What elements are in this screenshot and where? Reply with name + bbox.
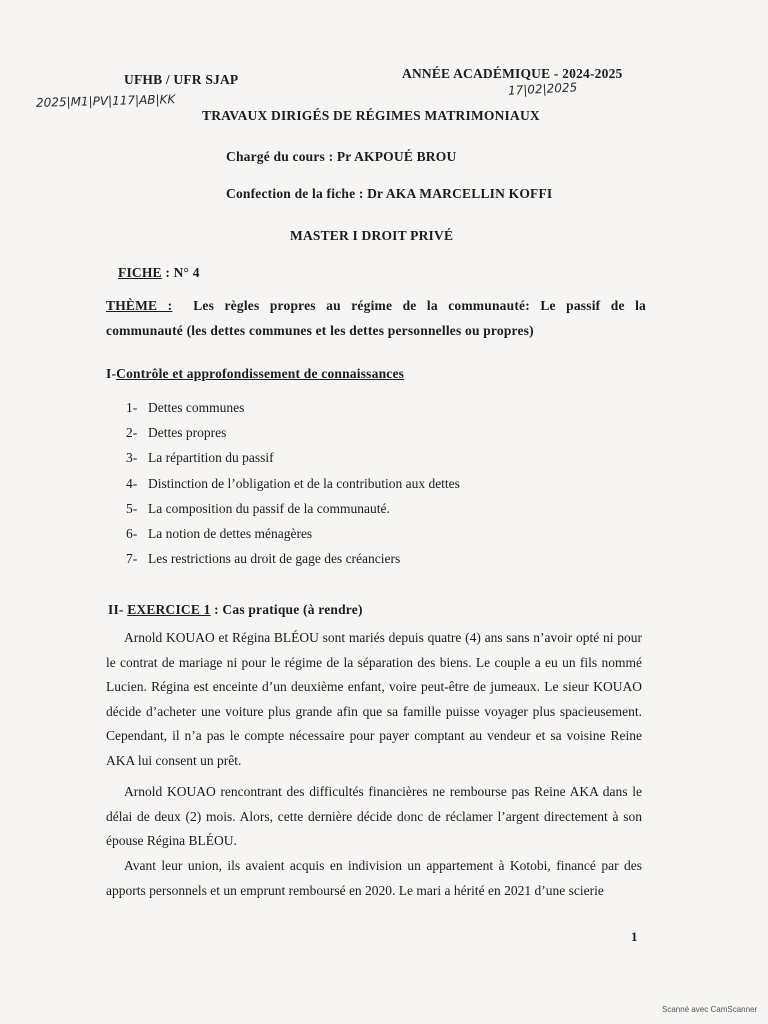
fiche-label: FICHE: [118, 265, 162, 280]
prepared-by: Confection de la fiche : Dr AKA MARCELLIN KOFFI: [226, 186, 553, 201]
list-item: [126, 475, 460, 500]
handwritten-date: 17|02|2025: [507, 80, 578, 98]
list-item-number: 5-: [126, 500, 138, 516]
list-item-number: 6-: [126, 525, 138, 541]
list-item-text: Distinction de l’obligation et de la contribution aux dettes: [148, 475, 460, 491]
section-2-title: EXERCICE 1: [127, 602, 211, 617]
list-item-text: La notion de dettes ménagères: [148, 525, 313, 541]
case-paragraph-3: Avant leur union, ils avaient acquis en indivision un appartement à Kotobi, financé par des apports personnels et un emprunt remboursé en 2020. Le mari a hérité en 2021 d’une scierie: [106, 858, 642, 898]
academic-year: ANNÉE ACADÉMIQUE - 2024-2025: [402, 66, 623, 81]
institution: UFHB / UFR SJAP: [124, 72, 239, 87]
page-number: 1: [631, 929, 638, 944]
list-item-text: Les restrictions au droit de gage des créanciers: [148, 551, 401, 567]
list-item-text: La composition du passif de la communauté.: [148, 500, 390, 516]
case-paragraph-1: Arnold KOUAO et Régina BLÉOU sont mariés depuis quatre (4) ans sans n’avoir opté ni pour le contrat de mariage ni pour le régime de la séparation des biens. Le couple a eu un fils nommé Lucien. Régina est enceinte d’un deuxième enfant, voire peut-être de jumeaux. Le sieur KOUAO décide d’acheter une voiture plus grande afin que sa famille puisse voyager plus spacieusement. Cependant, il n’a pas le compte nécessaire pour payer comptant au vendeur et sa voisine Reine AKA lui consent un prêt.: [106, 630, 642, 768]
knowledge-list: [126, 399, 460, 575]
scanner-watermark: Scanné avec CamScanner: [662, 1005, 758, 1014]
fiche-value: : N° 4: [161, 265, 200, 280]
list-item-number: 7-: [126, 551, 138, 567]
list-item: [126, 399, 460, 424]
document-title: TRAVAUX DIRIGÉS DE RÉGIMES MATRIMONIAUX: [202, 108, 540, 123]
list-item-number: 4-: [126, 475, 138, 491]
list-item-text: La répartition du passif: [148, 450, 274, 466]
list-item-text: Dettes propres: [148, 425, 227, 441]
section-1-prefix: I-: [106, 366, 117, 381]
section-1-heading: [106, 366, 404, 382]
list-item: [126, 449, 460, 474]
section-1-title: Contrôle et approfondissement de connaissances: [116, 366, 405, 381]
theme-line-1: [106, 298, 646, 314]
case-paragraph-2: Arnold KOUAO rencontrant des difficultés financières ne rembourse pas Reine AKA dans le délai de deux (2) mois. Alors, cette dernière décide donc de réclamer l’argent directement à son épouse Régina BLÉOU.: [106, 784, 642, 848]
program: MASTER I DROIT PRIVÉ: [290, 228, 454, 243]
handwritten-reference: 2025|M1|PV|117|AB|KK: [35, 92, 176, 110]
list-item: [126, 525, 460, 550]
list-item-text: Dettes communes: [148, 400, 245, 415]
course-lead: Chargé du cours : Pr AKPOUÉ BROU: [226, 149, 457, 164]
fiche-number: [118, 265, 200, 281]
section-2-heading: [108, 602, 363, 618]
list-item: [126, 500, 460, 525]
list-item-number: 2-: [126, 425, 138, 441]
theme-label: THÈME :: [106, 298, 173, 313]
list-item: [126, 424, 460, 449]
theme-line-2: communauté (les dettes communes et les dettes personnelles ou propres): [106, 323, 534, 338]
section-2-subtitle: : Cas pratique (à rendre): [210, 602, 363, 617]
list-item-number: 1-: [126, 400, 138, 415]
list-item: [126, 550, 460, 575]
list-item-number: 3-: [126, 450, 138, 466]
section-2-prefix: II-: [108, 602, 124, 617]
theme-text-1: Les règles propres au régime de la communauté: Le passif de la: [193, 298, 646, 313]
